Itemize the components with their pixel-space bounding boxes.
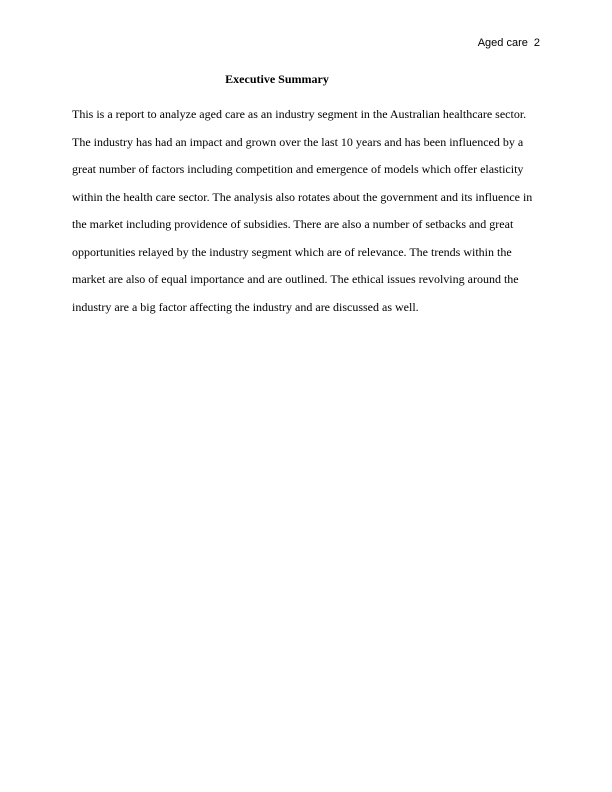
paragraph-line: opportunities relayed by the industry segment which are of relevance. The trends within the (72, 244, 512, 259)
section-heading: Executive Summary (225, 72, 329, 86)
paragraph-line: industry are a big factor affecting the industry and are discussed as well. (72, 299, 419, 314)
running-header (478, 36, 540, 50)
paragraph-line: market are also of equal importance and are outlined. The ethical issues revolving around the (72, 272, 519, 286)
paragraph-line: This is a report to analyze aged care as an industry segment in the Australian healthcare sector. (72, 107, 527, 121)
paragraph-line: great number of factors including competition and emergence of models which offer elasticity (72, 162, 524, 176)
body-paragraph (72, 106, 542, 326)
page-number: 2 (533, 37, 540, 49)
running-title: Aged care (477, 37, 528, 49)
paragraph-line: the market including providence of subsidies. There are also a number of setbacks and great (72, 217, 514, 231)
paragraph-line: The industry has had an impact and grown over the last 10 years and has been influenced by a (72, 134, 524, 149)
paragraph-line: within the health care sector. The analysis also rotates about the government and its influence in (72, 189, 533, 204)
